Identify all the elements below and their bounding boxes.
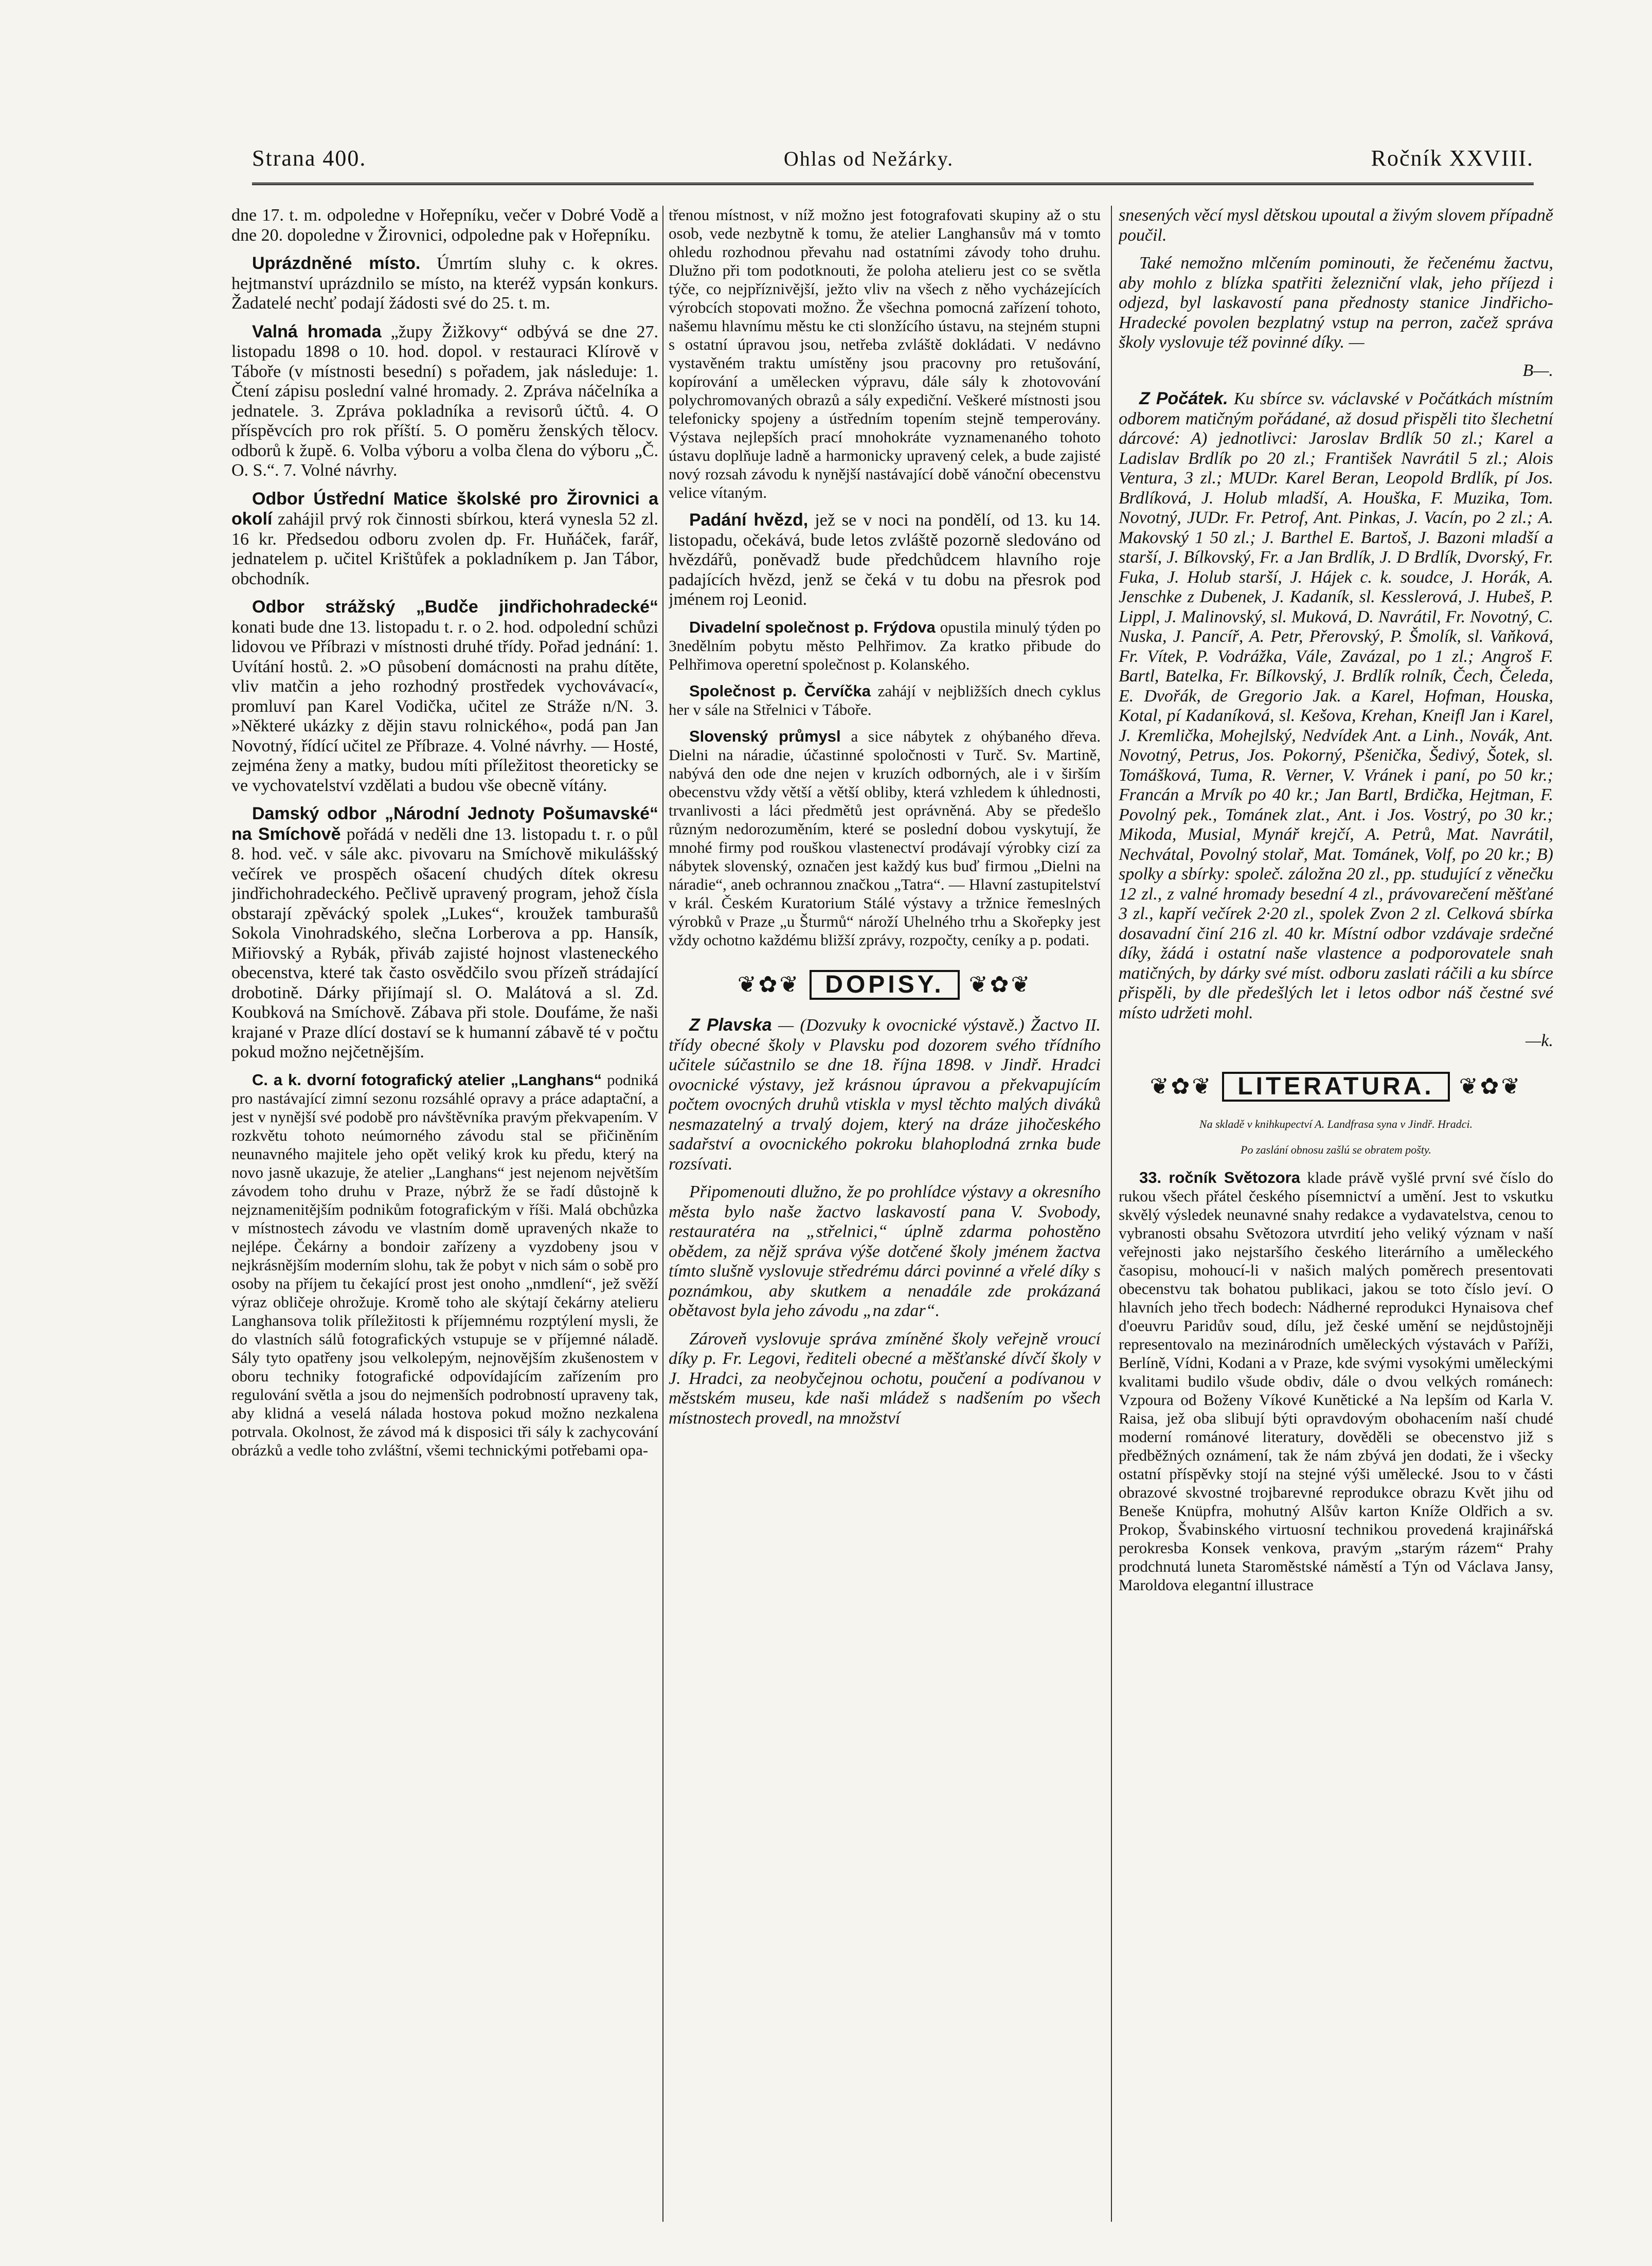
ornament-icon: ❦✿❦ xyxy=(1150,1073,1213,1099)
publisher-note: Na skladě v knihkupectví A. Landfrasa syna v Jindř. Hradci. xyxy=(1199,1118,1473,1130)
article: Divadelní společnost p. Frýdova opustila minulý týden po 3nedělním pobytu město Pelhřimov. Za kratko přibude do Pelhřimova operetní společnost p. Kolanského. xyxy=(669,618,1101,673)
section-title: LITERATURA. xyxy=(1222,1072,1449,1102)
page-number: Strana 400. xyxy=(252,146,367,171)
article: C. a k. dvorní fotografický atelier „Langhans“ podniká pro nastávající zimní sezonu rozsáhlé opravy a práce adaptační, a jest v nynější své podobě pro návštěvníka pravým překvapením. V rozkvětu tohoto neúmorného závodu stal se přičiněním neunavného majitele jeho opět veliký krok ku předu, který na novo jasně ukazuje, že atelier „Langhans“ jest nejenom největším závodem toho druhu v Praze, nýbrž že se řadí důstojně k nejznamenitějším podnikům fotografickým v říši. Malá obchůzka v místnostech závodu ve vlastním domě upravených nkaže to nejlépe. Čekárny a bondoir zařízeny a vyzdobeny jsou v nejkrásnějším moderním slohu, tak že pobyt v nich sám o sobě pro osoby na příjem tu čekající prost jest onoho „nmdlení“, jež svěží výraz obličeje ohrožuje. Kromě toho ale skýtají čekárny atelieru Langhansova tolik příležitosti k příjemnému rozptýlení mysli, že do vlastních sálů fotografických vstupuje se v příjemné náladě. Sály tyto opatřeny jsou velkolepým, nejnovějším zkušenostem v oboru techniky fotografické odpovídajícím zařízením pro regulování světla a jsou do nejmenších podrobností upraveny tak, aby klidná a veselá nálada hostova pokud možno nezkalena potrvala. Okolnost, že závod má k disposici tři sály k zachycování obrázků a vedle toho zvláštní, všemi technickými potřebami opa- xyxy=(231,1070,658,1459)
column-2 xyxy=(669,206,1101,2222)
article-heading: Z Počátek. xyxy=(1139,389,1228,408)
article-heading: Uprázdněné místo. xyxy=(252,254,421,273)
article-heading: C. a k. dvorní fotografický atelier „Langhans“ xyxy=(252,1070,602,1089)
article: Slovenský průmysl a sice nábytek z ohýbaného dřeva. Dielni na náradie, účastinné spoločnosti v Turč. Sv. Martině, nabývá den ode dne nejen v kruzích odborných, ale i v širším obecenstvu vždy větší a větší obliby, která vzhledem k úhlednosti, trvanlivosti a láci předmětů jest oprávněná. Aby se předešlo různým nedorozuměním, které se poslední dobou vyskytují, že mnohé firmy pod rouškou vlastenectví prodávají výrobky cizí za nábytek slovenský, označen jest každý kus buď firmou „Dielni na náradie“, aneb ochrannou značkou „Tatra“. — Hlavní zastupitelství v král. Českém Kuratorium Stálé výstavy a tržnice řemeslných výrobků v Praze „u Šturmů“ nároží Uhelného trhu a Skořepky jest vždy ochotno každému bližší zprávy, rozpočty, ceníky a p. podati. xyxy=(669,727,1101,949)
ornament-icon: ❦✿❦ xyxy=(1459,1073,1522,1099)
publisher-note: Po zaslání obnosu zašlú se obratem pošty. xyxy=(1241,1143,1431,1156)
article-heading: Společnost p. Červíčka xyxy=(689,681,871,700)
dopisy-banner xyxy=(669,970,1101,1000)
article-heading: Divadelní společnost p. Frýdova xyxy=(689,618,936,636)
article: dne 17. t. m. odpoledne v Hořepníku, večer v Dobré Vodě a dne 20. dopoledne v Žirovnici, odpoledne pak v Hořepníku. xyxy=(231,206,658,245)
article: Odbor Ústřední Matice školské pro Žirovnici a okolí zahájil prvý rok činnosti sbírkou, která vynesla 52 zl. 16 kr. Předsedou odboru zvolen dp. Fr. Huňáček, farář, jednatelem p. učitel Krištůfek a pokladníkem p. Jan Tábor, obchodník. xyxy=(231,489,658,588)
page-header xyxy=(252,145,1534,176)
article: Připomenouti dlužno, že po prohlídce výstavy a okresního města bylo naše žactvo laskavostí pana V. Svobody, restauratéra na „střelnici,“ úplně zdarma pohostěno obědem, za nějž správa výše dotčené školy jménem žactva tímto slušně vyslovuje středrému dárci povinné a vřelé díky s poznámkou, aby skutkem a nenadále zde prokázaná obětavost byla jeho závodu „na zdar“. xyxy=(669,1182,1101,1320)
article: Odbor strážský „Budče jindřichohradecké“ konati bude dne 13. listopadu t. r. o 2. hod. odpolední schůzi lidovou ve Příbrazi v místnosti druhé třídy. Pořad jednání: 1. Uvítání hostů. 2. »O působení domácnosti na prahu dítěte, vliv matčin a jeho rozhodný prostředek vychovávací«, promluví pan Karel Vodička, učitel ze Stráže n/N. 3. »Některé ukázky z dějin stavu rolnického«, podá pan Jan Novotný, řídící učitel ze Příbraze. 4. Volné návrhy. — Hosté, zejména ženy a matky, budou míti příležitost theoreticky se ve vychovatelství vzdělati a budou vše obecně vítány. xyxy=(231,597,658,795)
article: třenou místnost, v níž možno jest fotografovati skupiny až o stu osob, vede nezbytně k tomu, že atelier Langhansův má v tomto ohledu rozhodnou převahu nad ostatními závody toho druhu. Dlužno při tom podotknouti, že poloha atelieru jest co se světla týče, co nejpříznivější, ježto vliv na všech z něho vycházejících výrobcích stopovati možno. Že všechna pomocná zařízení tohoto, našemu hlavnímu městu ke cti slonžícího ústavu, na stejném stupni s ostatní úpravou jsou, netřeba zvláště dokládati. V nedávno vystavěném traktu umístěny jsou pracovny pro retušování, kopírování a umělecken výpravu, dále sály k zhotovování polychromovaných obrazů a sály expediční. Veškeré místnosti jsou telefonicky spojeny a ústředním topením stejně temperovány. Výstava nejlepších prací mnohokráte vyznamenaného tohoto ústavu doplňuje ladně a harmonicky upravený celek, a bude zajisté nový rozsah závodu k nynější nastávající době vánoční obecenstvu velice vítaným. xyxy=(669,206,1101,501)
article-heading: 33. ročník Světozora xyxy=(1139,1168,1300,1186)
article: Uprázdněné místo. Úmrtím sluhy c. k okres. hejtmanství uprázdnilo se místo, na kteréž vypsán konkurs. Žadatelé nechť podají žádosti své do 25. t. m. xyxy=(231,254,658,313)
article-heading: Padání hvězd, xyxy=(689,510,809,530)
article-heading: Damský odbor „Národní Jednoty Pošumavské“ na Smíchově xyxy=(231,804,658,844)
article: 33. ročník Světozora klade právě vyšlé první své číslo do rukou všech přátel českého písemnictví a umění. Jest to vskutku skvělý výsledek neunavné snahy redakce a vydavatelstva, cenou to vybranosti obsahu Světozora utvrdití jeho veliký význam v naší veřejnosti jako nejstaršího českého literárního a uměleckého časopisu, mohoucí-li v našich malých poměrech presentovati obecenstvu tak bohatou publikaci, jakou se toto číslo jeví. O hlavních jeho třech bodech: Nádherné reprodukci Hynaisova chef d'oeuvru Paridův soud, dílu, jež české umění se nejdůstojněji representovalo na mezinárodních uměleckých výstavách v Paříži, Berlíně, Vídni, Kodani a v Praze, kde svými vysokými uměleckými kvalitami budilo všude obdiv, dále o dvou velkých románech: Vzpoura od Boženy Víkové Kunětické a Na lepším od Karla V. Raisa, jež oba slibují býti opravdovým obohacením naší chudé moderní románové literatury, dověděli se obecenstvo již s předběžných oznámení, tak že nám zbývá jen dodati, že i všecky ostatní příspěvky stojí na stejné výši umělecké. Jsou to v části obrazové skvostné trojbarevné reprodukce obrazu Květ jihu od Beneše Knüpfra, mohutný Alšův karton Kníže Oldřich a sv. Prokop, Švabinského virtuosní technikou provedená krajinářská perokresba Konsek venkova, pravým „starým rázem“ Prahy prodchnutá luneta Staroměstské náměstí a Týn od Václava Jansy, Maroldova elegantní illustrace xyxy=(1119,1168,1553,1594)
article-heading: Odbor strážský „Budče jindřichohradecké“ xyxy=(252,597,658,617)
article: Zároveň vyslovuje správa zmíněné školy veřejně vroucí díky p. Fr. Legovi, řediteli obecné a měšťanské dívčí školy v J. Hradci, za neobyčejnou ochotu, poučení a podívanou v městském museu, kde naši mládež s nadšením po všech místnostech provedl, na množství xyxy=(669,1329,1101,1428)
signature: B—. xyxy=(1522,361,1553,380)
article: Valná hromada „župy Žižkovy“ odbývá se dne 27. listopadu 1898 o 10. hod. dopol. v restauraci Klírově v Táboře (v místnosti besední) s pořadem, jak následuje: 1. Čtení zápisu poslední valné hromady. 2. Zpráva náčelníka a jednatele. 3. Zpráva pokladníka a revisorů účtů. 4. O příspěvcích pro rok příští. 5. O poměru ženských tělocv. odborů k župě. 6. Volba výboru a volba člena do výboru „Č. O. S.“. 7. Volné návrhy. xyxy=(231,321,658,480)
article-heading: Z Plavska xyxy=(689,1015,772,1035)
article: Z Plavska — (Dozvuky k ovocnické výstavě.) Žactvo II. třídy obecné školy v Plavsku pod dozorem svého třídního učitele súčastnilo se dne 18. října 1898. v Jindř. Hradci ovocnické výstavy, jež krásnou úpravou a překvapujícím počtem ovocných druhů vtiskla v mysl těchto malých diváků nesmazatelný a trvalý dojem, který na dráze jihočeského sadařství a ovocnického pokroku blahoplodná zrnka bude rozsívati. xyxy=(669,1015,1101,1174)
article: Padání hvězd, jež se v noci na pondělí, od 13. ku 14. listopadu, očekává, bude letos zvláště pozorně sledováno od hvězdářů, poněvadž bude předchůdcem hlavního roje padajících hvězd, jenž se čeká v tu dobu na přesrok pod jménem roj Leonid. xyxy=(669,510,1101,609)
article-heading: Valná hromada xyxy=(252,321,382,341)
volume-number: Ročník XXVIII. xyxy=(1371,146,1534,171)
literatura-banner xyxy=(1119,1072,1553,1102)
section-title: DOPISY. xyxy=(810,970,959,1000)
ornament-icon: ❦✿❦ xyxy=(968,972,1032,997)
article: Společnost p. Červíčka zahájí v nejbližších dnech cyklus her v sále na Střelnici v Táboře. xyxy=(669,681,1101,718)
ornament-icon: ❦✿❦ xyxy=(737,972,801,997)
column-3 xyxy=(1119,206,1553,2222)
column-1 xyxy=(231,206,658,2222)
article-heading: Slovenský průmysl xyxy=(689,727,841,745)
article-heading: Odbor Ústřední Matice školské pro Žirovnici a okolí xyxy=(231,489,658,529)
article: snesených věcí mysl dětskou upoutal a živým slovem případně poučil. xyxy=(1119,206,1553,245)
column-divider xyxy=(662,206,663,2222)
article: Damský odbor „Národní Jednoty Pošumavské“ na Smíchově pořádá v neděli dne 13. listopadu t. r. o půl 8. hod. več. v sále akc. pivovaru na Smíchově mikulášský večírek ve prospěch ošacení chudých dítek okresu jindřichohradeckého. Pečlivě upravený program, jehož čísla obstarají zpěvácký spolek „Lukes“, kroužek tamburašů Sokola Vinohradského, slečna Lorberova a pp. Hansík, Miřiovský a Rybák, přiváb zajisté hojnost vlasteneckého obecenstva, které tak často osvědčilo svou přízeň strádající drobotině. Dárky přijímají sl. O. Malátová a sl. Zd. Koubková na Smíchově. Zábava při stole. Doufáme, že naši krajané v Praze dlící dostaví se k humanní zábavě té v počtu pokud možno nejčetnějším. xyxy=(231,804,658,1062)
header-rule xyxy=(252,183,1534,185)
article: Z Počátek. Ku sbírce sv. václavské v Počátkách místním odborem matičným pořádané, až dosud přispěli tito šlechetní dárcové: A) jednotlivci: Jaroslav Brdlík 50 zl.; Karel a Ladislav Brdlík po 20 zl.; František Navrátil 5 zl.; Alois Ventura, 3 zl.; MUDr. Karel Beran, Leopold Brdlík, pí Jos. Brdlíková, J. Holub mladší, A. Houška, F. Muzika, Tom. Novotný, JUDr. Fr. Petrof, Ant. Pinkas, J. Vacín, po 2 zl.; A. Makovský 1 50 zl.; J. Barthel E. Bartoš, J. Bazoni mladší a starší, J. Bílkovský, Fr. a Jan Brdlík, J. D Brdlík, Dvorský, Fr. Fuka, J. Holub starší, J. Hájek c. k. soudce, J. Horák, A. Jenschke z Dubenek, J. Kadaník, sl. Kesslerová, J. Hubeš, P. Lippl, J. Malinovský, sl. Muková, D. Navrátil, Fr. Novotný, C. Nuska, J. Pancíř, A. Petr, Přerovský, P. Šmolík, sl. Vaňková, Fr. Vítek, P. Vodrážka, Vále, Zavázal, po 1 zl.; Angroš F. Bartl, Batelka, Fr. Bílkovský, J. Brdlík rolník, Čech, Čeleda, E. Dvořák, de Gregorio Jak. a Karel, Hofman, Houska, Kotal, pí Kadaníková, sl. Kešova, Krehan, Kneifl Jan i Karel, J. Kremlička, Mohejlský, Nedvídek Ant. a Linh., Novák, Ant. Novotný, Petrus, Jos. Pokorný, Pšenička, Šedivý, Šotek, sl. Tomášková, Tuma, R. Verner, V. Vránek i paní, po 50 kr.; Francán a Mrvík po 40 kr.; Jan Bartl, Brdička, Hejtman, F. Povolný pek., Tománek zlat., Ant. i Jos. Vostrý, po 30 kr.; Mikoda, Musial, Mynář krejčí, A. Petrů, Mat. Navrátil, Nechvátal, Povolný stolař, Mat. Tománek, Volf, po 20 kr.; B) spolky a sbírky: společ. záložna 20 zl., pp. studující z věnečku 12 zl., z valné hromady besední 4 zl., právovarečení měšťané 3 zl., kapří večírek 2·20 zl., spolek Zvon 2 zl. Celková sbírka dosavadní činí 216 zl. 40 kr. Místní odbor vzdávaje srdečné díky, žádá i ostatní naše vlastence a podporovatele snah matičných, by dárky své míst. odboru zaslati ráčili a ku sbírce přispěli, by dle předešlých let i letos odbor náš čestné své místo udržeti mohl. xyxy=(1119,389,1553,1022)
column-divider xyxy=(1111,206,1112,2222)
journal-title: Ohlas od Nežárky. xyxy=(783,147,954,170)
article: Také nemožno mlčením pominouti, že řečenému žactvu, aby mohlo z blízka spatřiti železniční vlak, jeho příjezd i odjezd, byl laskavostí pana přednosty stanice Jindřicho-Hradecké povolen bezplatný vstup na perron, začež správa školy vyslovuje též povinné díky. — xyxy=(1119,254,1553,352)
signature: —k. xyxy=(1525,1031,1553,1050)
